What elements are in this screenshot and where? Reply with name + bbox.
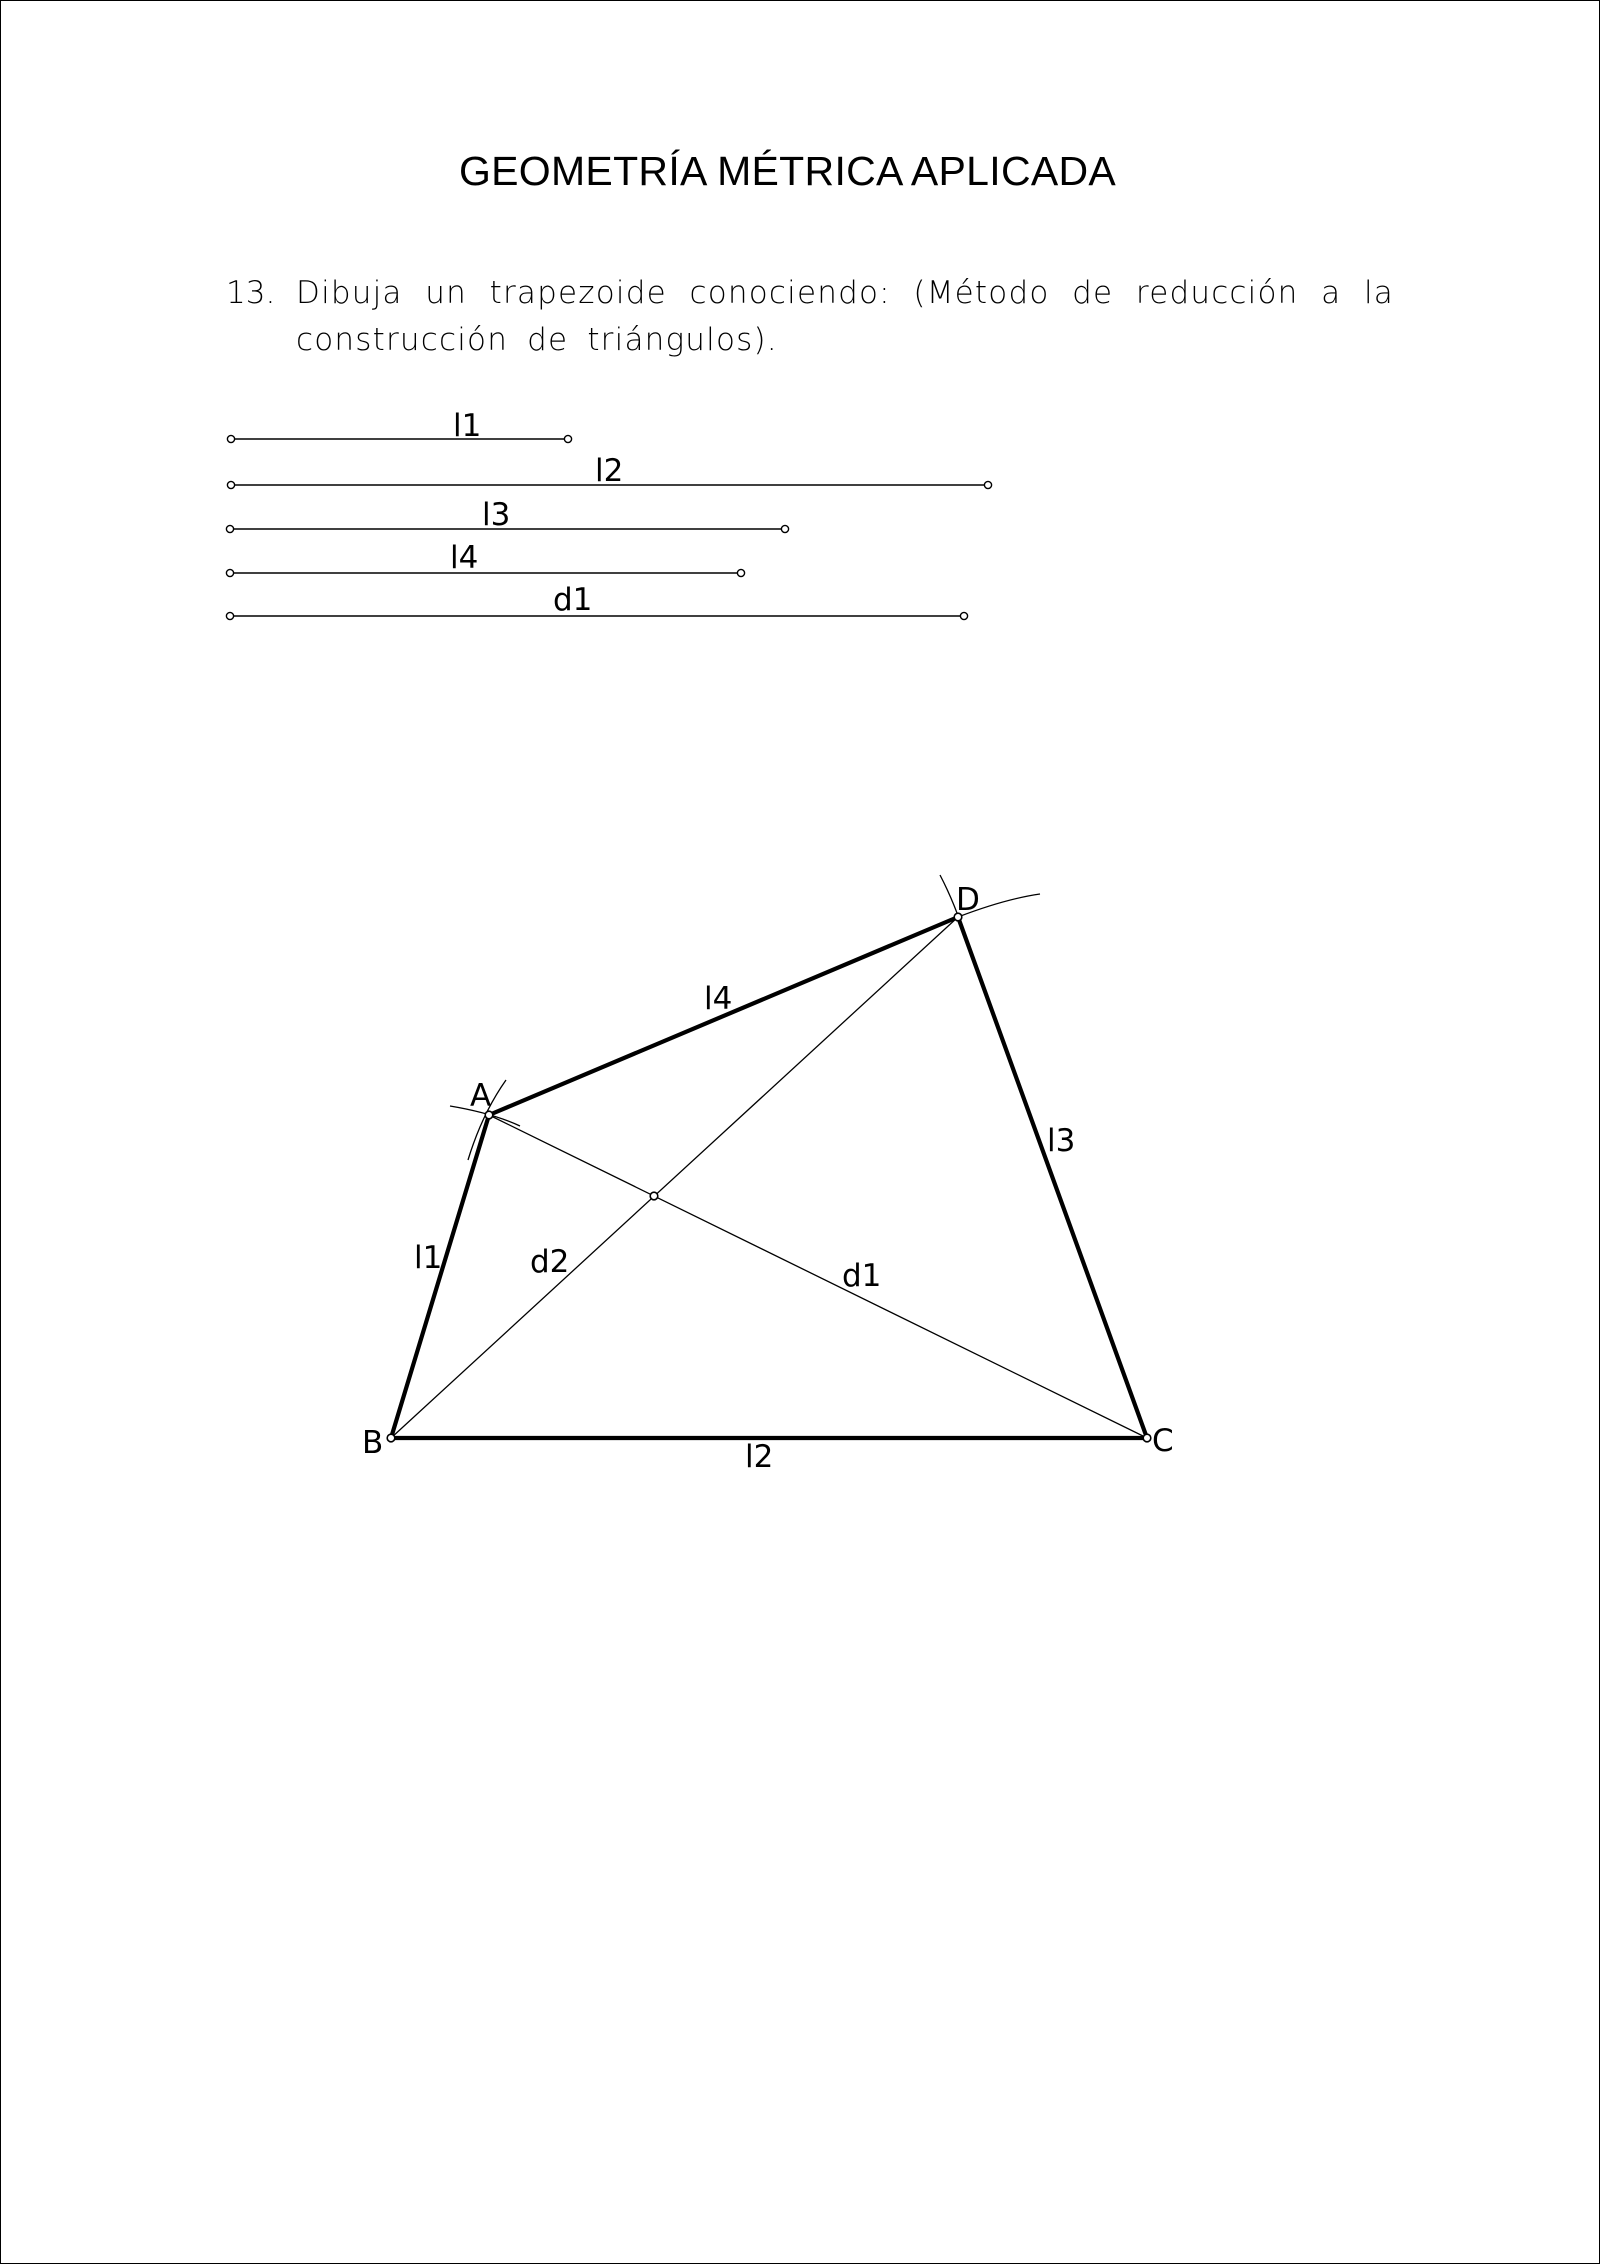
side-label-l4: l4 [704,981,733,1017]
vertex-label-a: A [470,1078,492,1114]
vertex-label-d: D [956,882,980,918]
diagonal-label-d2: d2 [530,1244,570,1280]
vertex-label-b: B [362,1425,384,1461]
diagonal-intersection-point [650,1192,658,1200]
given-segment-label: d1 [553,582,593,618]
given-segment-l2 [227,453,991,489]
given-segment-label: l3 [482,497,511,533]
side-labels [414,981,1075,1475]
diagonal-d2 [391,917,958,1438]
side-label-l2: l2 [745,1439,774,1475]
given-segment-l3 [226,497,788,533]
quadrilateral-sides [391,917,1147,1438]
given-segment-label: l4 [450,540,479,576]
side-label-l3: l3 [1047,1123,1076,1159]
exercise-number: 13. [226,275,276,311]
exercise-text: Dibuja un trapezoide conociendo: (Método de reducción a la construcción de triángulos). [296,275,1394,358]
vertex-point-b [387,1434,395,1442]
diagonal-labels [530,1244,881,1294]
vertex-points [387,913,1151,1442]
given-segment-d1 [226,582,967,620]
vertex-label-c: C [1152,1423,1174,1459]
given-segment-l4 [226,540,744,577]
side-l1 [391,1115,489,1438]
page-title: GEOMETRÍA MÉTRICA APLICADA [458,148,1117,194]
given-segments [226,408,991,620]
side-label-l1: l1 [414,1240,443,1276]
diagonal-label-d1: d1 [842,1258,882,1294]
vertex-point-c [1143,1434,1151,1442]
given-segment-l1 [227,408,571,444]
given-segment-label: l1 [453,408,482,444]
given-segment-label: l2 [595,453,624,489]
